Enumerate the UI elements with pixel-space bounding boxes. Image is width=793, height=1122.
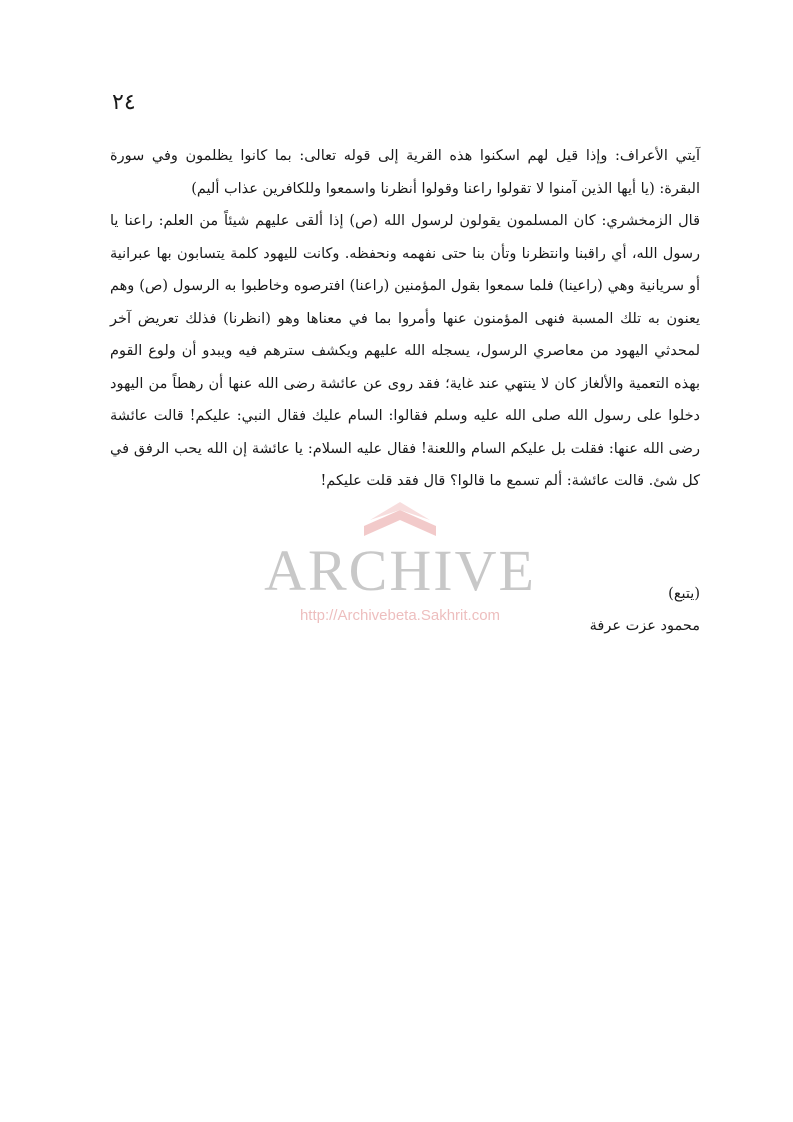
archive-book-emblem-icon	[360, 496, 440, 542]
paragraph-quranic-verses: آيتي الأعراف: وإذا قيل لهم اسكنوا هذه القرية إلى قوله تعالى: بما كانوا يظلمون وفي سورة البقرة: (يا أيها الذين آمنوا لا تقولوا راعنا وقولوا أنظرنا واسمعوا وللكافرين عذاب أليم)	[110, 148, 700, 197]
page-number: ٢٤	[112, 90, 136, 115]
watermark-title: ARCHIVE	[264, 538, 536, 603]
watermark-url: http://Archivebeta.Sakhrit.com	[299, 607, 501, 624]
to-be-continued: (يتبع)	[668, 586, 700, 602]
paragraph-zamakhshari: قال الزمخشري: كان المسلمون يقولون لرسول الله (ص) إذا ألقى عليهم شيئاً من العلم: راعنا يا رسول الله، أي راقبنا وانتظرنا وتأن بنا حتى نفهمه ونحفظه. وكانت لليهود كلمة يتسابون بها عبرانية أو سريانية وهي (راعينا) فلما سمعوا بقول المؤمنين (راعنا) افترصوه وخاطبوا به الرسول (ص) وهم يعنون به تلك المسبة فنهى المؤمنون عنها وأمروا بما في معناها وهو (انظرنا) فذلك تعريض آخر لمحدثي اليهود من معاصري الرسول، يسجله الله عليهم ويكشف سترهم فيه ويبدو أن ولوع القوم بهذه التعمية والألغاز كان لا ينتهي عند غاية؛ فقد روى عن عائشة رضى الله عنها أن رهطاً من اليهود دخلوا على رسول الله صلى الله عليه وسلم فقالوا: السام عليك فقال النبي: عليكم! قالت عائشة رضى الله عنها: فقلت بل عليكم السام واللعنة! فقال عليه السلام: يا عائشة إن الله يحب الرفق في كل شئ. قالت عائشة: ألم تسمع ما قالوا؟ قال فقد قلت عليكم!	[110, 213, 700, 489]
author-name: محمود عزت عرفة	[589, 618, 700, 634]
article-body	[110, 140, 700, 498]
